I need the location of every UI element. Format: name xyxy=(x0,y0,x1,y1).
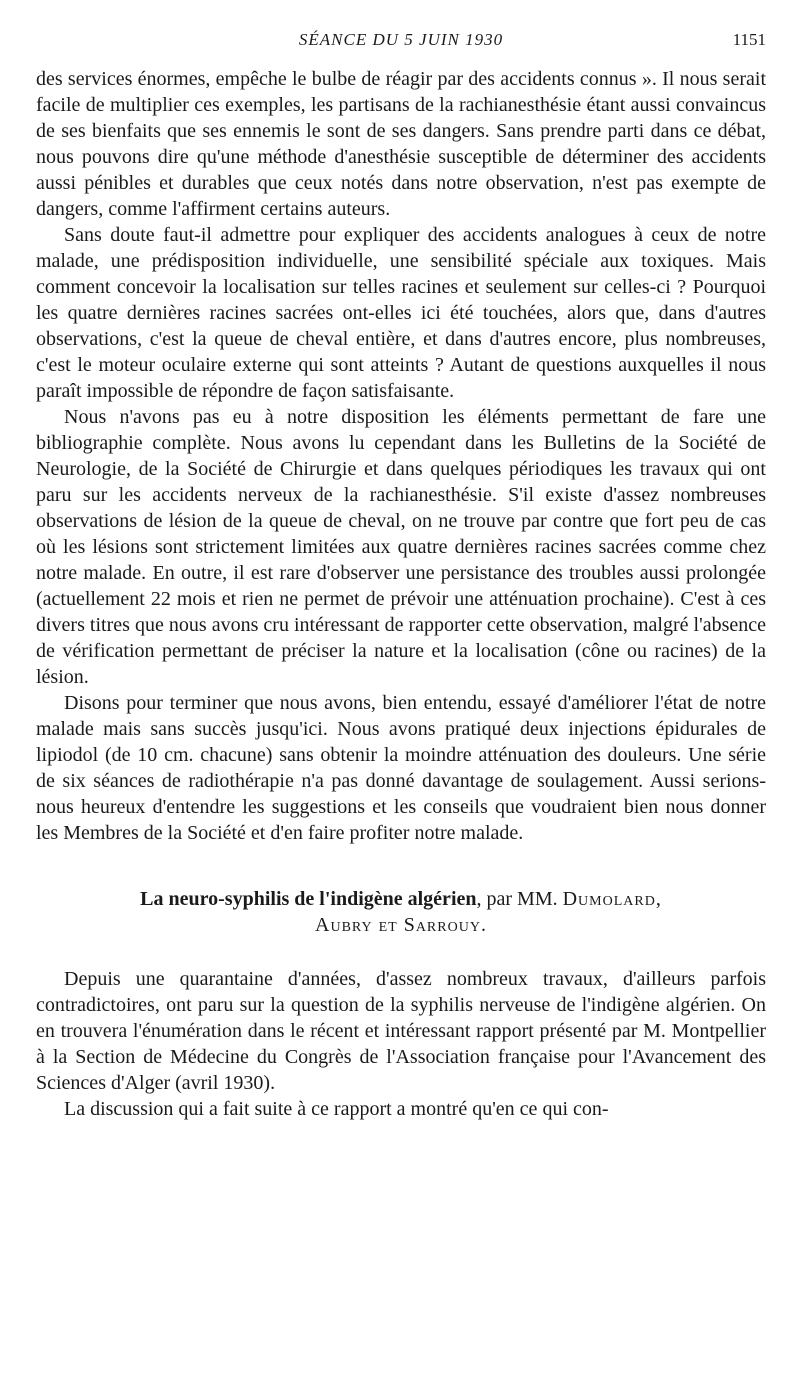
running-head-title: SÉANCE DU 5 JUIN 1930 xyxy=(298,30,504,49)
journal-page xyxy=(36,30,766,1122)
article-title: La neuro-syphilis de l'indigène algérien xyxy=(140,888,477,910)
paragraph-2: Sans doute faut-il admettre pour expliquer des accidents analogues à ceux de notre malade, une prédisposition individuelle, une sensibilité spéciale aux toxiques. Mais comment concevoir la localisation sur telles racines et seulement sur celles-ci ? Pourquoi les quatre dernières racines sacrées ont-elles ici été touchées, alors que, dans d'autres observations, c'est la queue de cheval entière, et dans d'autres encore, plus nombreuses, c'est le moteur oculaire externe qui sont atteints ? Autant de questions auxquelles il nous paraît impossible de répondre de façon satisfaisante. xyxy=(36,224,766,402)
running-head xyxy=(36,30,766,66)
article-heading xyxy=(36,886,766,938)
paragraph-4: Disons pour terminer que nous avons, bien entendu, essayé d'améliorer l'état de notre malade mais sans succès jusqu'ici. Nous avons pratiqué deux injections épidurales de lipiodol (de 10 cm. chacune) sans obtenir la moindre atténuation des douleurs. Une série de six séances de radiothérapie n'a pas donné davantage de soulagement. Aussi serions-nous heureux d'entendre les suggestions et les conseils que voudraient bien nous donner les Membres de la Société et d'en faire profiter notre malade. xyxy=(36,692,766,844)
article-author-1: Dumolard, xyxy=(562,888,662,910)
article-byline-prefix: , par MM. xyxy=(476,888,563,910)
article-body xyxy=(36,966,766,1122)
body-text xyxy=(36,66,766,846)
paragraph-3: Nous n'avons pas eu à notre disposition les éléments permettant de fare une bibliographie complète. Nous avons lu cependant dans les Bulletins de la Société de Neurologie, de la Société de Chirurgie et dans quelques périodiques les travaux qui ont paru sur les accidents nerveux de la rachianesthésie. S'il existe d'assez nombreuses observations de lésion de la queue de cheval, on ne trouve par contre que fort peu de cas où les lésions sont strictement limitées aux quatre dernières racines sacrées comme chez notre malade. En outre, il est rare d'observer une persistance des troubles aussi prolongée (actuellement 22 mois et rien ne permet de prévoir une atténuation prochaine). C'est à ces divers titres que nous avons cru intéressant de rapporter cette observation, malgré l'absence de vérification permettant de préciser la nature et la localisation (cône ou racines) de la lésion. xyxy=(36,406,766,688)
article-paragraph-1: Depuis une quarantaine d'années, d'assez nombreux travaux, d'ailleurs parfois contradictoires, ont paru sur la question de la syphilis nerveuse de l'indigène algérien. On en trouvera l'énumération dans le récent et intéressant rapport présenté par M. Montpellier à la Section de Médecine du Congrès de l'Association française pour l'Avancement des Sciences d'Alger (avril 1930). xyxy=(36,968,766,1094)
article-paragraph-2: La discussion qui a fait suite à ce rapport a montré qu'en ce qui con- xyxy=(64,1098,609,1120)
page-number: 1151 xyxy=(732,30,766,49)
spacer xyxy=(36,938,766,966)
paragraph-1: des services énormes, empêche le bulbe de réagir par des accidents connus ». Il nous serait facile de multiplier ces exemples, les partisans de la rachianesthésie étant aussi convaincus de ses bienfaits que ses ennemis le sont de ses dangers. Sans prendre parti dans ce débat, nous pouvons dire qu'une méthode d'anesthésie susceptible de déterminer des accidents aussi pénibles et durables que ceux notés dans notre observation, n'est pas exempte de dangers, comme l'affirment certains auteurs. xyxy=(36,68,766,220)
article-authors-rest: Aubry et Sarrouy. xyxy=(315,914,487,936)
